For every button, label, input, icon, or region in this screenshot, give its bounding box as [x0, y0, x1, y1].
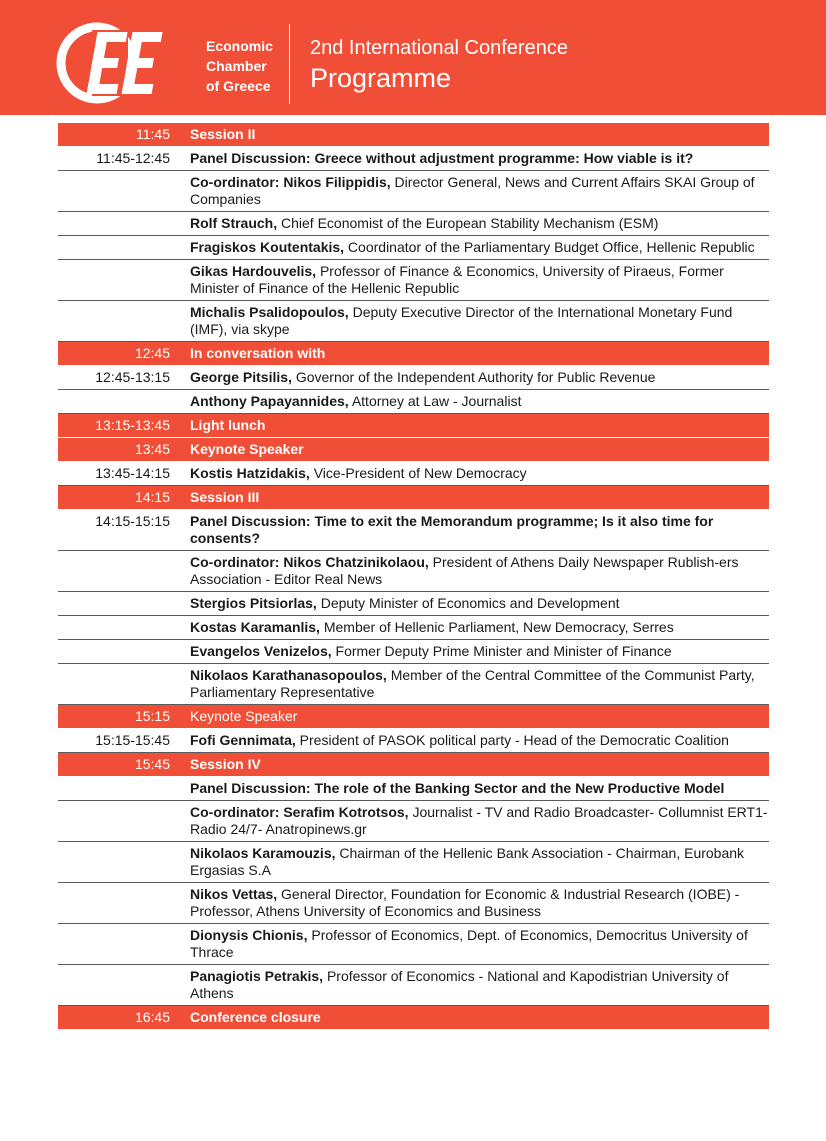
- content-cell: [170, 1006, 769, 1029]
- entry-title: Panel Discussion: The role of the Banking Sector and the New Productive Model: [190, 780, 725, 796]
- time-cell: 12:45-13:15: [95, 369, 170, 385]
- entry-title: Kostis Hatzidakis,: [190, 465, 310, 481]
- session-header-row: [58, 342, 769, 366]
- content-cell: [170, 438, 769, 461]
- entry-description: Deputy Minister of Economics and Development: [316, 595, 620, 611]
- entry-title: Fragiskos Koutentakis,: [190, 239, 345, 255]
- entry-description: President of Athens Daily Newspaper Rublish-ers Association - Editor Real News: [190, 554, 739, 587]
- entry-description: President of PASOK political party - Head of the Democratic Coalition: [295, 732, 729, 748]
- time-cell: [58, 236, 170, 259]
- content-cell: [170, 753, 769, 776]
- entry-title: Nikos Vettas,: [190, 886, 278, 902]
- schedule-row: [58, 366, 769, 390]
- time-cell: [58, 664, 170, 704]
- content-cell: [170, 171, 769, 211]
- content-cell: [170, 883, 769, 923]
- content-cell: [170, 236, 769, 259]
- time-cell: [58, 924, 170, 964]
- entry-description: Vice-President of New Democracy: [309, 465, 527, 481]
- content-cell: [170, 616, 769, 639]
- schedule-row: [58, 729, 769, 753]
- time-cell: 16:45: [134, 1009, 170, 1025]
- schedule-row: [58, 212, 769, 236]
- time-cell: 13:15-13:45: [95, 417, 170, 433]
- header-divider: [289, 24, 290, 104]
- conference-title: 2nd International Conference: [310, 37, 568, 59]
- org-line: Chamber: [206, 58, 267, 74]
- entry-title: Nikolaos Karamouzis,: [190, 845, 336, 861]
- entry-title: Light lunch: [190, 417, 266, 433]
- content-cell: [170, 729, 769, 752]
- entry-description: Professor of Finance & Economics, University of Piraeus, Former Minister of Finance of the Hellenic Republic: [190, 263, 724, 296]
- session-header-row: [58, 414, 769, 438]
- entry-title: Rolf Strauch,: [190, 215, 278, 231]
- entry-title: Dionysis Chionis,: [190, 927, 308, 943]
- time-cell: [58, 616, 170, 639]
- schedule-row: [58, 592, 769, 616]
- header-banner: [0, 0, 826, 115]
- entry-title: Co-ordinator: Serafim Kotrotsos,: [190, 804, 409, 820]
- entry-title: Panel Discussion: Greece without adjustment programme: How viable is it?: [190, 150, 694, 166]
- entry-title: Stergios Pitsiorlas,: [190, 595, 317, 611]
- schedule-row: [58, 924, 769, 965]
- schedule-row: [58, 551, 769, 592]
- time-cell: 13:45: [134, 441, 170, 457]
- time-cell: [58, 842, 170, 882]
- schedule-row: [58, 640, 769, 664]
- entry-description: Member of Hellenic Parliament, New Democracy, Serres: [319, 619, 674, 635]
- time-cell: [58, 171, 170, 211]
- session-header-row: [58, 1006, 769, 1030]
- time-cell: [58, 390, 170, 413]
- content-cell: [170, 390, 769, 413]
- content-cell: [170, 924, 769, 964]
- time-cell: [58, 883, 170, 923]
- time-cell: [58, 301, 170, 341]
- content-cell: [170, 510, 769, 550]
- programme-schedule: [58, 123, 769, 1030]
- schedule-row: [58, 777, 769, 801]
- time-cell: [58, 551, 170, 591]
- entry-description: General Director, Foundation for Economic & Industrial Research (IOBE) - Professor, Athens University of Economics and Business: [190, 886, 740, 919]
- content-cell: [170, 462, 769, 485]
- schedule-row: [58, 147, 769, 171]
- schedule-row: [58, 616, 769, 640]
- content-cell: [170, 705, 769, 728]
- content-cell: [170, 551, 769, 591]
- session-header-row: [58, 753, 769, 777]
- entry-description: Coordinator of the Parliamentary Budget Office, Hellenic Republic: [344, 239, 755, 255]
- content-cell: [170, 842, 769, 882]
- content-cell: [170, 664, 769, 704]
- time-cell: [58, 212, 170, 235]
- schedule-row: [58, 260, 769, 301]
- schedule-row: [58, 171, 769, 212]
- organization-name: [206, 36, 273, 96]
- time-cell: 14:15-15:15: [95, 513, 170, 529]
- content-cell: [170, 486, 769, 509]
- content-cell: [170, 777, 769, 800]
- entry-title: Keynote Speaker: [190, 708, 298, 724]
- entry-description: Governor of the Independent Authority for Public Revenue: [291, 369, 656, 385]
- content-cell: [170, 414, 769, 437]
- entry-title: Session II: [190, 126, 256, 142]
- time-cell: 11:45-12:45: [96, 150, 170, 166]
- content-cell: [170, 801, 769, 841]
- schedule-row: [58, 390, 769, 414]
- schedule-row: [58, 301, 769, 342]
- time-cell: [58, 777, 170, 800]
- entry-description: Director General, News and Current Affairs SKAI Group of Companies: [190, 174, 755, 207]
- content-cell: [170, 592, 769, 615]
- entry-description: Attorney at Law - Journalist: [348, 393, 522, 409]
- entry-title: In conversation with: [190, 345, 326, 361]
- time-cell: [58, 801, 170, 841]
- content-cell: [170, 260, 769, 300]
- content-cell: [170, 123, 769, 146]
- schedule-row: [58, 842, 769, 883]
- entry-title: Session III: [190, 489, 260, 505]
- entry-title: Nikolaos Karathanasopoulos,: [190, 667, 387, 683]
- entry-description: Chairman of the Hellenic Bank Association - Chairman, Eurobank Ergasias S.A: [190, 845, 745, 878]
- time-cell: 15:45: [134, 756, 170, 772]
- entry-title: Gikas Hardouvelis,: [190, 263, 317, 279]
- economic-chamber-logo: [52, 18, 172, 108]
- session-header-row: [58, 705, 769, 729]
- content-cell: [170, 366, 769, 389]
- time-cell: 11:45: [136, 126, 170, 142]
- org-line: Economic: [206, 38, 273, 54]
- content-cell: [170, 147, 769, 170]
- time-cell: 14:15: [134, 489, 170, 505]
- entry-title: Keynote Speaker: [190, 441, 304, 457]
- content-cell: [170, 640, 769, 663]
- entry-title: George Pitsilis,: [190, 369, 292, 385]
- page-title: Programme: [310, 63, 452, 93]
- schedule-row: [58, 801, 769, 842]
- entry-title: Kostas Karamanlis,: [190, 619, 320, 635]
- entry-title: Session IV: [190, 756, 261, 772]
- entry-title: Panagiotis Petrakis,: [190, 968, 324, 984]
- entry-title: Evangelos Venizelos,: [190, 643, 332, 659]
- time-cell: 15:15-15:45: [95, 732, 170, 748]
- time-cell: [58, 640, 170, 663]
- schedule-row: [58, 664, 769, 705]
- schedule-row: [58, 883, 769, 924]
- time-cell: 12:45: [134, 345, 170, 361]
- content-cell: [170, 965, 769, 1005]
- entry-description: Former Deputy Prime Minister and Minister of Finance: [331, 643, 672, 659]
- content-cell: [170, 342, 769, 365]
- time-cell: 13:45-14:15: [95, 465, 170, 481]
- schedule-row: [58, 462, 769, 486]
- entry-description: Professor of Economics - National and Kapodistrian University of Athens: [190, 968, 729, 1001]
- entry-title: Panel Discussion: Time to exit the Memorandum programme; Is it also time for consents?: [190, 513, 714, 546]
- entry-title: Co-ordinator: Nikos Chatzinikolaou,: [190, 554, 429, 570]
- entry-title: Anthony Papayannides,: [190, 393, 349, 409]
- entry-title: Michalis Psalidopoulos,: [190, 304, 349, 320]
- schedule-row: [58, 510, 769, 551]
- entry-description: Professor of Economics, Dept. of Economics, Democritus University of Thrace: [190, 927, 748, 960]
- entry-title: Conference closure: [190, 1009, 321, 1025]
- session-header-row: [58, 438, 769, 462]
- content-cell: [170, 212, 769, 235]
- entry-description: Member of the Central Committee of the Communist Party, Parliamentary Representative: [190, 667, 755, 700]
- schedule-row: [58, 236, 769, 260]
- entry-title: Co-ordinator: Nikos Filippidis,: [190, 174, 391, 190]
- session-header-row: [58, 486, 769, 510]
- time-cell: [58, 592, 170, 615]
- session-header-row: [58, 123, 769, 147]
- entry-description: Journalist - TV and Radio Broadcaster- Collumnist ERT1- Radio 24/7- Anatropinews.gr: [190, 804, 768, 837]
- time-cell: 15:15: [134, 708, 170, 724]
- content-cell: [170, 301, 769, 341]
- entry-title: Fofi Gennimata,: [190, 732, 296, 748]
- schedule-row: [58, 965, 769, 1006]
- time-cell: [58, 260, 170, 300]
- entry-description: Deputy Executive Director of the International Monetary Fund (IMF), via skype: [190, 304, 733, 337]
- time-cell: [58, 965, 170, 1005]
- entry-description: Chief Economist of the European Stability Mechanism (ESM): [277, 215, 659, 231]
- org-line: of Greece: [206, 78, 271, 94]
